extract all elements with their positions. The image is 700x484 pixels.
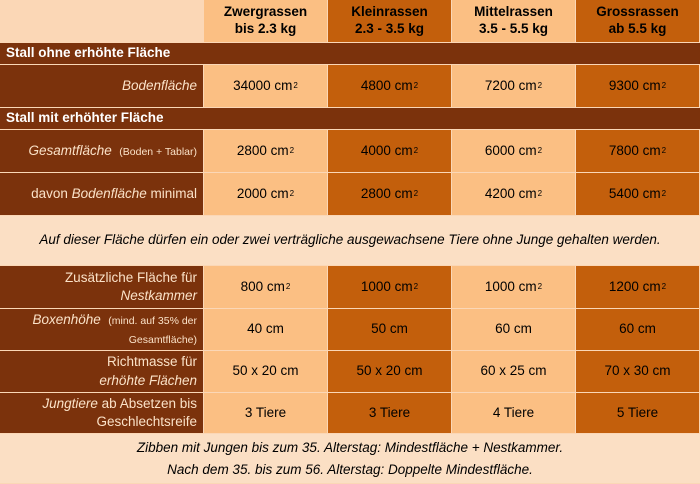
cell-value: 5400 cm: [608, 185, 661, 201]
column-header-name: Kleinrassen: [351, 4, 428, 20]
row-label-bodenflaeche: [0, 65, 204, 108]
cell-value: 9300 cm: [608, 77, 661, 93]
footer-line: Zibben mit Jungen bis zum 35. Alterstag: Mindestfläche + Nestkammer.: [136, 439, 564, 455]
table-cell: [328, 309, 452, 351]
cell-value: 60 cm: [619, 321, 656, 337]
cell-value: 50 cm: [371, 321, 408, 337]
column-header-weight: bis 2.3 kg: [234, 21, 297, 36]
cell-value: 1200 cm: [608, 278, 661, 294]
table-cell: [328, 173, 452, 216]
cell-value: 7800 cm: [608, 142, 661, 158]
cell-value: 50 x 20 cm: [356, 363, 423, 379]
row-label-suffix: minimal: [150, 185, 197, 201]
unit-exponent: 2: [661, 281, 667, 291]
cell-value: 50 x 20 cm: [232, 363, 299, 379]
row-label-text: Gesamtfläche: [28, 142, 112, 158]
row-label-richtmasse: [0, 351, 204, 393]
column-header-weight: 3.5 - 5.5 kg: [478, 21, 549, 36]
cell-value: 1000 cm: [484, 278, 537, 294]
table-cell: [452, 65, 576, 108]
table-cell: [328, 65, 452, 108]
column-header-weight: ab 5.5 kg: [608, 21, 667, 36]
row-label-line2: Nestkammer: [120, 288, 197, 303]
cell-value: 1000 cm: [360, 278, 413, 294]
unit-exponent: 2: [537, 80, 543, 90]
table-cell: [328, 393, 452, 434]
table-cell: [452, 309, 576, 351]
row-label-boxenhoehe: [0, 309, 204, 351]
row-label-gesamtflaeche: [0, 130, 204, 173]
cell-value: 6000 cm: [484, 142, 537, 158]
table-cell: [204, 173, 328, 216]
column-header-mittelrassen: [452, 0, 576, 43]
unit-exponent: 2: [413, 281, 419, 291]
cell-value: 4800 cm: [360, 77, 413, 93]
header-corner: [0, 0, 204, 43]
unit-exponent: 2: [289, 145, 295, 155]
note-text: Auf dieser Fläche dürfen ein oder zwei verträgliche ausgewachsene Tiere ohne Junge gehalten werden.: [0, 216, 700, 266]
table-cell: [452, 130, 576, 173]
column-header-zwergrassen: [204, 0, 328, 43]
table-cell: [452, 266, 576, 309]
row-label-prefix: davon: [31, 185, 68, 201]
cell-value: 2800 cm: [360, 185, 413, 201]
cell-value: 3 Tiere: [244, 404, 287, 420]
row-label-line2: erhöhte Flächen: [99, 372, 197, 388]
cell-value: 4000 cm: [360, 142, 413, 158]
table-cell: [576, 351, 700, 393]
row-label-suffix: ab Absetzen bis: [101, 395, 197, 411]
table-cell: [576, 309, 700, 351]
table-cell: [204, 393, 328, 434]
row-label-nestkammer: [0, 266, 204, 309]
unit-exponent: 2: [537, 145, 543, 155]
table-cell: [328, 130, 452, 173]
cell-value: 34000 cm: [233, 77, 293, 93]
unit-exponent: 2: [537, 281, 543, 291]
unit-exponent: 2: [661, 80, 667, 90]
cell-value: 4 Tiere: [492, 404, 535, 420]
column-header-name: Grossrassen: [596, 4, 679, 20]
row-label-text: Bodenfläche: [121, 77, 197, 93]
section-heading-stall-ohne: Stall ohne erhöhte Fläche: [0, 43, 700, 65]
row-label-text: Boxenhöhe: [32, 312, 101, 328]
cell-value: 4200 cm: [484, 185, 537, 201]
column-header-grossrassen: [576, 0, 700, 43]
cell-value: 3 Tiere: [368, 404, 411, 420]
column-header-kleinrassen: [328, 0, 452, 43]
column-header-name: Zwergrassen: [223, 4, 308, 20]
cell-value: 60 cm: [495, 321, 532, 337]
unit-exponent: 2: [289, 188, 295, 198]
unit-exponent: 2: [413, 188, 419, 198]
unit-exponent: 2: [285, 281, 291, 291]
unit-exponent: 2: [661, 188, 667, 198]
row-label-note: Gesamtfläche): [128, 333, 197, 346]
row-label-line1: Richtmasse für: [106, 354, 197, 370]
cell-value: 5 Tiere: [616, 404, 659, 420]
unit-exponent: 2: [413, 80, 419, 90]
unit-exponent: 2: [293, 80, 298, 90]
unit-exponent: 2: [537, 188, 543, 198]
footer-line: Nach dem 35. bis zum 56. Alterstag: Doppelte Mindestfläche.: [167, 461, 533, 477]
column-header-name: Mittelrassen: [474, 4, 553, 20]
cell-value: 800 cm: [240, 278, 285, 294]
table-cell: [204, 351, 328, 393]
table-cell: [452, 173, 576, 216]
section-heading-stall-mit: Stall mit erhöhter Fläche: [0, 108, 700, 130]
table-cell: [328, 351, 452, 393]
table-cell: [576, 173, 700, 216]
row-label-jungtiere: [0, 393, 204, 434]
column-header-weight: 2.3 - 3.5 kg: [354, 21, 425, 36]
cell-value: 2800 cm: [236, 142, 289, 158]
cell-value: 60 x 25 cm: [480, 363, 547, 379]
table-cell: [204, 266, 328, 309]
table-cell: [204, 130, 328, 173]
table-cell: [576, 65, 700, 108]
table-cell: [204, 309, 328, 351]
row-label-text: Jungtiere: [42, 395, 98, 411]
table-cell: [328, 266, 452, 309]
row-label-note: (mind. auf 35% der: [108, 315, 197, 328]
table-cell: [452, 393, 576, 434]
table-cell: [204, 65, 328, 108]
cell-value: 2000 cm: [236, 185, 289, 201]
row-label-line2: Geschlechtsreife: [96, 414, 197, 429]
row-label-davon-bodenflaeche: [0, 173, 204, 216]
table-cell: [452, 351, 576, 393]
cell-value: 7200 cm: [484, 77, 537, 93]
row-label-line1: Zusätzliche Fläche für: [64, 269, 197, 285]
table-cell: [576, 266, 700, 309]
cell-value: 40 cm: [247, 321, 284, 337]
unit-exponent: 2: [661, 145, 667, 155]
unit-exponent: 2: [413, 145, 419, 155]
row-label-note: (Boden + Tablar): [119, 145, 197, 158]
row-label-text: Bodenfläche: [71, 185, 147, 201]
table-cell: [576, 393, 700, 434]
footer-notes: [0, 434, 700, 484]
cell-value: 70 x 30 cm: [604, 363, 671, 379]
table-cell: [576, 130, 700, 173]
